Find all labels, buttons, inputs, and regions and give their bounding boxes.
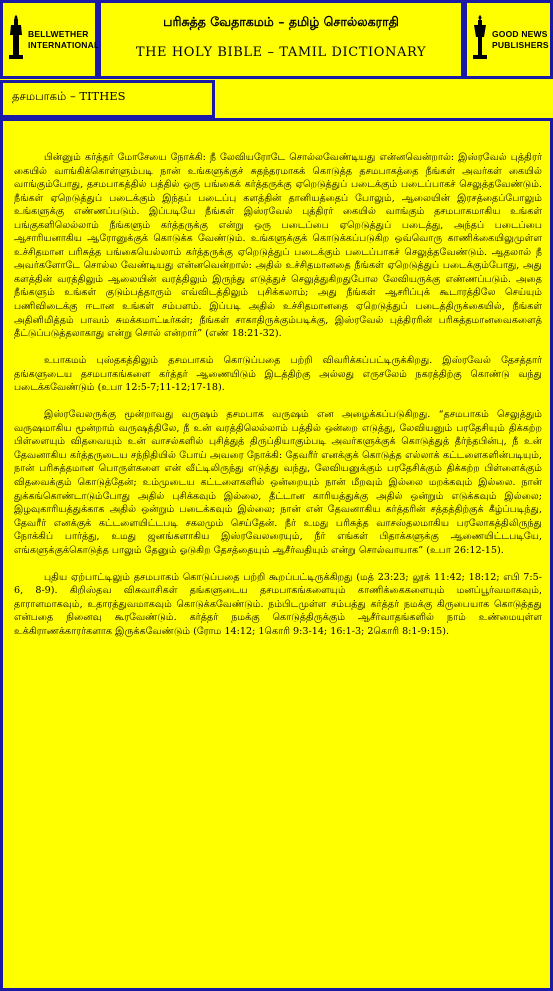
topic-label: தசமபாகம் – TITHES bbox=[12, 89, 126, 103]
paragraph-deuteronomy-12: உபாகமம் புஸ்தகத்திலும் தசமபாகம் கொடுப்பதை பற்றி விவரிக்கப்பட்டிருக்கிறது. இஸ்ரவேல் தேசத்தார் தங்களுடைய தசமபாகங்களை கர்த்தர் ஆணையிடும் இடத்திற்கு அல்லது எருசலேம் நகரத்திற்கு கொண்டு வந்து படைக்கவேண்டும் (உபா 12:5-7;11-12;17-18). bbox=[14, 355, 542, 394]
article-body bbox=[3, 121, 550, 639]
bellwether-logo-panel bbox=[0, 0, 98, 79]
left-logo-line2: INTERNATIONAL bbox=[28, 39, 100, 50]
content-panel bbox=[0, 118, 553, 991]
title-tamil: பரிசுத்த வேதாகமம் – தமிழ் சொல்லகராதி bbox=[163, 14, 399, 29]
paragraph-third-year-tithe: இஸ்ரவேலருக்கு மூன்றாவது வருஷம் தசமபாக வருஷம் என அழைக்கப்படுகிறது. “தசமபாகம் செலுத்தும் வருஷமாகிய மூன்றாம் வருஷத்திலே, நீ உன் வரத்திலெல்லாம் பத்தில் ஒன்றை எடுத்து, லேவியனும் பரதேசியும் திக்கற்ற பிள்ளையும் விதவையும் உன் வாசல்களில் புசித்துத் திருப்தியாகும்படி அவர்களுக்குக் கொடுத்துத் தீர்ந்தபின்பு, நீ உன் தேவனாகிய கர்த்தருடைய சந்நிதியில் போய் அவரை நோக்கி: தேவரீர் எனக்குக் கொடுத்த எல்லாக் கட்டளைகளின்படியும், நான் பரிசுத்தமான பொருள்களை என் வீட்டிலிருந்து எடுத்து வந்து, லேவியனுக்கும் பரதேசிக்கும் திக்கற்ற பிள்ளைக்கும் விதவைக்கும் கொடுத்தேன்; உம்முடைய கட்டளைகளில் ஒன்றையும் நான் மீறவும் இல்லை மறக்கவும் இல்லை. நான் துக்கங்கொண்டாடும்போது அதில் புசிக்கவும் இல்லை, தீட்டான காரியத்துக்கு அதில் ஒன்றும் எடுக்கவும் இல்லை; இழவுகாரியத்துக்காக அதில் ஒன்றும் படைக்கவும் இல்லை; நான் என் தேவனாகிய கர்த்தரின் சத்தத்திற்குக் கீழ்ப்படிந்து, தேவரீர் எனக்குக் கட்டளையிட்டபடி சகலமும் செய்தேன். நீர் உமது பரிசுத்த வாசஸ்தலமாகிய பரலோகத்திலிருந்து நோக்கிப் பார்த்து, உமது ஜனங்களாகிய இஸ்ரவேலரையும், நீர் எங்கள் பிதாக்களுக்கு ஆணையிட்டபடியே, எங்களுக்குக்கொடுத்த பாலும் தேனும் ஓடுகிற தேசத்தையும் ஆசீர்வதியும் என்று சொல்வாயாக” (உபா 26:12-15). bbox=[14, 409, 542, 556]
good-news-logo-panel bbox=[464, 0, 553, 79]
good-news-logo-text bbox=[492, 29, 549, 51]
paragraph-new-testament: புதிய ஏற்பாட்டிலும் தசமபாகம் கொடுப்பதை பற்றி கூறப்பட்டிருக்கிறது (மத் 23:23; லூக் 11:42; 18:12; எபி 7:5-6, 8-9). கிறிஸ்தவ விசுவாசிகள் தங்களுடைய தசமபாகங்களையும் காணிக்கைகளையும் மனப்பூர்வமாகவும், தாராளமாகவும், உதாரத்துவமாகவும் கொடுக்கவேண்டும். நம்பிடமுள்ள சம்பத்து கர்த்தர் நமக்கு கிருபையாக கொடுத்தது என்பதை நினைவு கூரவேண்டும். கர்த்தர் நமக்கு கொடுத்திருக்கும் ஆசீர்வாதங்களில் நாம் உண்மையுள்ள உக்கிராணக்காரர்களாக இருக்கவேண்டும் (ரோம 14:12; 1கொரி 9:3-14; 16:1-3; 2கொரி 8:1-9:15). bbox=[14, 571, 542, 637]
good-news-lamp-icon bbox=[471, 15, 489, 65]
bellwether-lamp-icon bbox=[7, 15, 25, 65]
left-logo-line1: BELLWETHER bbox=[28, 28, 89, 39]
title-english: THE HOLY BIBLE – TAMIL DICTIONARY bbox=[135, 45, 427, 60]
bellwether-logo-text bbox=[28, 29, 99, 51]
paragraph-numbers-18: பின்னும் கர்த்தர் மோசேயை நோக்கி: நீ லேவியரோடே சொல்லவேண்டியது என்னவென்றால்: இஸ்ரவேல் புத்திரர் கையில் வாங்கிக்கொள்ளும்படி நான் உங்களுக்குச் சுதந்தரமாகக் கொடுத்த தசமபாகத்தை நீங்கள் அவர்கள் கையில் வாங்கும்போது, தசமபாகத்தில் பத்தில் ஒரு பங்கைக் கர்த்தருக்கு ஏறெடுத்துப் படைக்கும் படைப்பாகச் செலுத்தவேண்டும். நீங்கள் ஏறெடுத்துப் படைக்கும் இந்தப் படைப்பு களத்தின் தானியத்தைப் போலும், ஆலையின் இரசத்தைப்போலும் உங்களுக்கு எண்ணப்படும். இப்படியே நீங்கள் இஸ்ரவேல் புத்திரர் கையில் வாங்கும் தசமபாகமாகிய உங்கள் பங்குகளிலெல்லாம் நீங்களும் கர்த்தருக்கு என்று ஒரு படைப்பை ஏறெடுத்துப் படைத்து, அந்தப் படைப்பை ஆசாரியனாகிய ஆரோனுக்குக் கொடுக்க வேண்டும். உங்களுக்குக் கொடுக்கப்படுகிற ஒவ்வொரு காணிக்கையிலுமுள்ள உச்சிதமான பரிசுத்த பங்கையெல்லாம் கர்த்தருக்கு ஏறெடுத்துப் படைக்கும் படைப்பாகச் செலுத்தவேண்டும். ஆதலால் நீ அவர்களோடே சொல்ல வேண்டியது என்னவென்றால்: அதில் உச்சிதமானதை நீங்கள் ஏறெடுத்துப் படைக்கும்போது, அது களத்தின் வரத்திலும் ஆலையின் வரத்திலும் இருந்து எடுத்துச் செலுத்துகிறதுபோல லேவியருக்கு எண்ணப்படும். அதை நீங்களும் உங்கள் குடும்பத்தாரும் எவ்விடத்திலும் புசிக்கலாம்; அது நீங்கள் ஆசரிப்புக் கூடாரத்திலே செய்யும் பணிவிடைக்கு ஈடான உங்கள் சம்பளம். இப்படி அதில் உச்சிதமானதை ஏறெடுத்துப் படைத்திருக்கையில், நீங்கள் அதினிமித்தம் பாவம் சுமக்கமாட்டீர்கள்; நீங்கள் சாகாதிருக்கும்படிக்கு, இஸ்ரவேல் புத்திரரின் பரிசுத்தமானவைகளைத் தீட்டுப்படுத்தலாகாது என்று சொல் என்றார்” (எண் 18:21-32). bbox=[14, 152, 542, 340]
title-panel bbox=[98, 0, 464, 79]
right-logo-line1: GOOD NEWS bbox=[492, 28, 548, 39]
right-logo-line2: PUBLISHERS bbox=[492, 39, 549, 50]
topic-panel bbox=[0, 80, 215, 118]
